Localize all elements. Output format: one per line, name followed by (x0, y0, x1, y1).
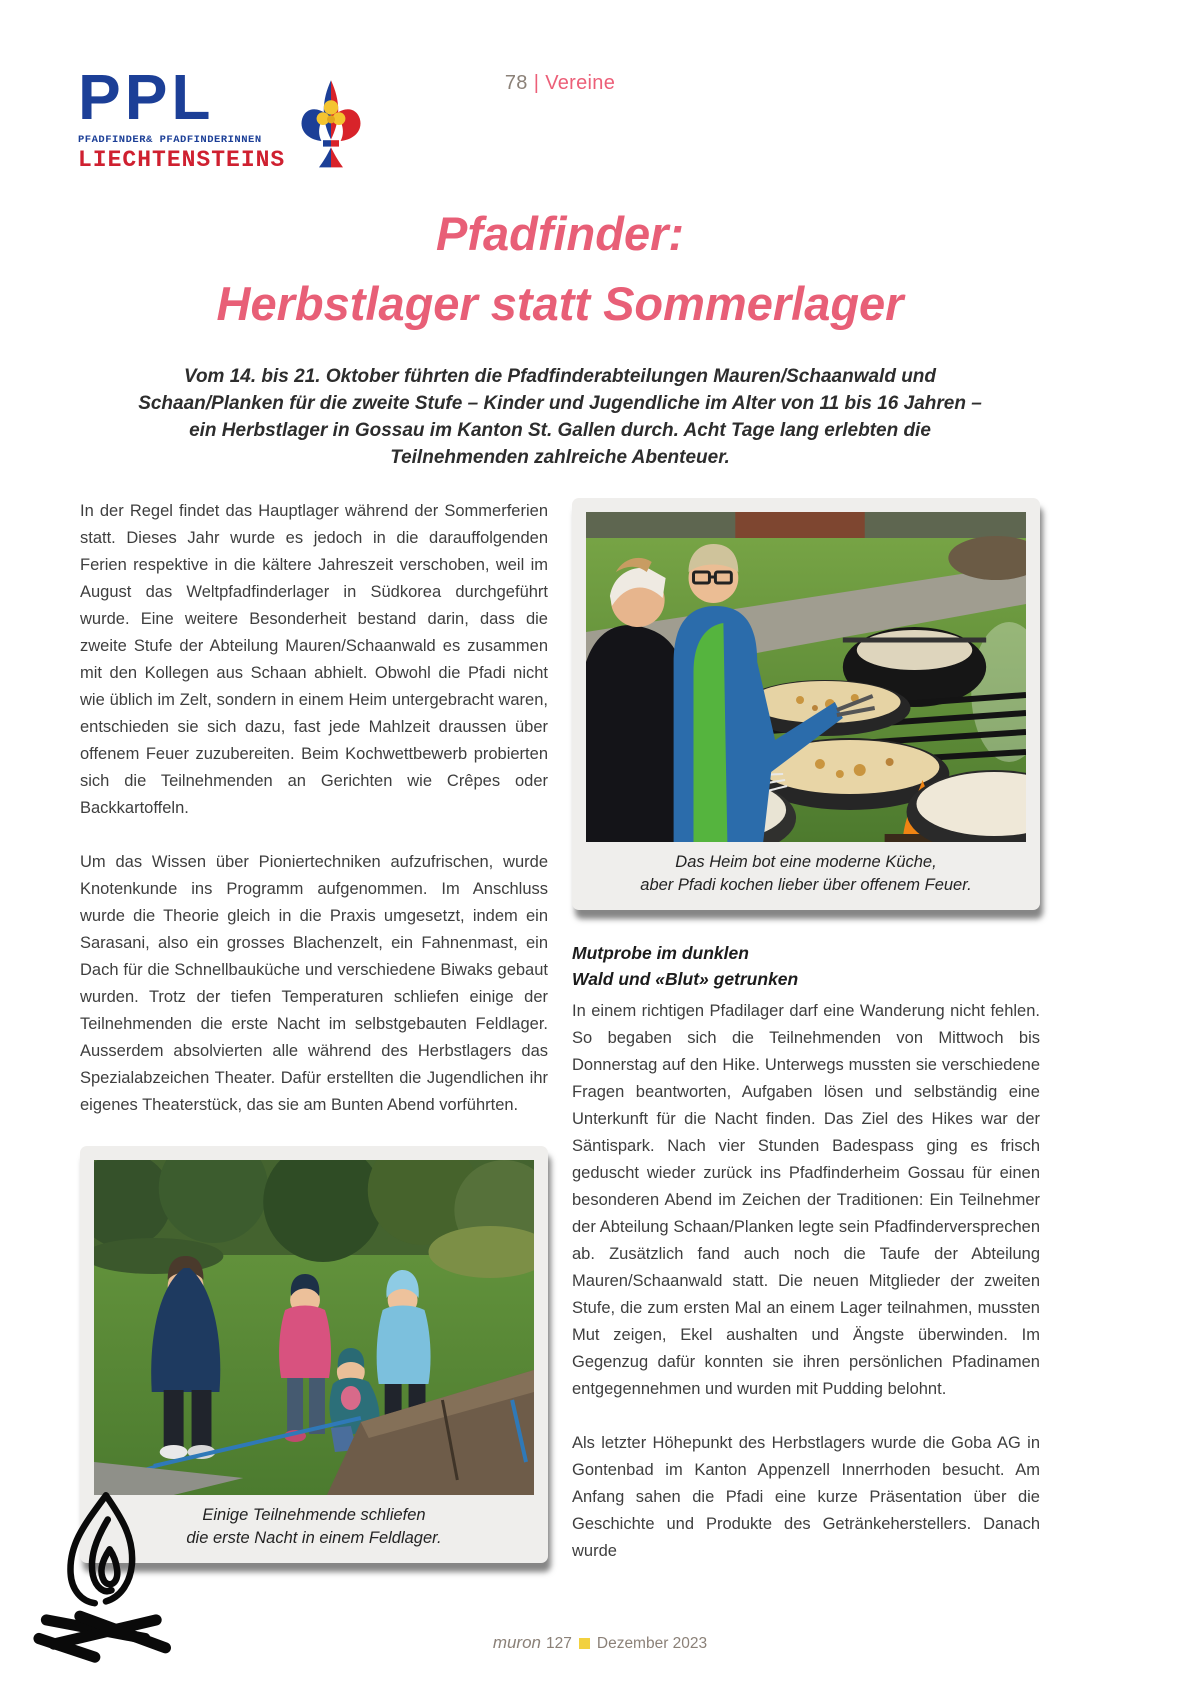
ppl-logo-country: LIECHTENSTEINS (78, 147, 286, 173)
magazine-name: muron (492, 1633, 541, 1652)
issue-number: 127 (546, 1635, 572, 1652)
photo-caption: Einige Teilnehmende schliefen die erste Nacht in einem Feldlager. (186, 1506, 442, 1547)
footer-bullet (579, 1638, 590, 1649)
photo-caption: Das Heim bot eine moderne Küche, aber Pfadi kochen lieber über offenem Feuer. (640, 853, 972, 894)
body-paragraph: In einem richtigen Pfadilager darf eine Wanderung nicht fehlen. So begaben sich die Teilnehmenden von Mittwoch bis Donnerstag auf den Hike. Unterwegs mussten sie verschiedene Fragen beantworten, Aufgaben lösen und selbständig eine Unterkunft für die Nacht finden. Das Ziel des Hikes war der Säntispark. Nach vier Stunden Badespass ging es frisch geduscht wieder zurück ins Pfadfinderheim Gossau für einen besonderen Abend im Zeichen der Traditionen: Ein Teilnehmer der Abteilung Schaan/Planken legte sein Pfadfinderversprechen ab. Zusätzlich fand auch noch die Taufe der Abteilung Mauren/Schaanwald statt. Die neuen Mitglieder der zweiten Stufe, die zum ersten Mal an einem Lager teilnahmen, mussten Mut zeigen, Ekel aushalten und Ängste überwinden. Im Gegenzug dafür konnten sie ihren persönlichen Pfadinamen entgegennehmen und wurden mit Pudding belohnt. (572, 1002, 1040, 1398)
running-head (80, 72, 1040, 95)
section-name: Vereine (545, 72, 616, 94)
cooking-over-fire-illustration (586, 512, 1026, 842)
campfire-icon (26, 1482, 184, 1664)
article-columns (80, 498, 1040, 1592)
footer-date: Dezember 2023 (596, 1635, 708, 1652)
subheading: Mutprobe im dunklen Wald und «Blut» getrunken (572, 943, 799, 989)
article-title-line2: Herbstlager statt Sommerlager (216, 277, 904, 331)
body-paragraph: In der Regel findet das Hauptlager während der Sommerferien statt. Dieses Jahr wurde es jedoch in die darauffolgenden Ferien respektive in die kältere Jahreszeit verschoben, weil im August das Weltpfadfinderlager in Südkorea durchgeführt wurde. Eine weitere Besonderheit bestand darin, dass die zweite Stufe der Abteilung Mauren/Schaanwald es zusammen mit den Kollegen aus Schaan abhielt. Obwohl die Pfadi nicht wie üblich im Zelt, sondern in einem Heim untergebracht waren, entschieden sie sich dazu, fast jede Mahlzeit draussen über offenem Feuer zuzubereiten. Beim Kochwettbewerb probierten sich die Teilnehmenden an Gerichten wie Crêpes oder Backkartoffeln. (80, 502, 548, 817)
body-paragraph: Um das Wissen über Pioniertechniken aufzufrischen, wurde Knotenkunde ins Programm aufgenommen. Im Anschluss wurde die Theorie gleich in die Praxis umgesetzt, indem ein Sarasani, also ein grosses Blachenzelt, ein Fahnenmast, ein Dach für die Schnellbauküche und verschiedene Biwaks gebaut wurden. Trotz der tiefen Temperaturen schliefen einige der Teilnehmenden die erste Nacht im selbstgebauten Feldlager. Ausserdem absolvierten alle während des Herbstlagers das Spezialabzeichen Theater. Dafür erstellten die Jugendlichen ihr eigenes Theaterstück, das sie am Bunten Abend vorführten. (80, 853, 548, 1114)
photo-kochen (586, 512, 1026, 842)
article-lead: Vom 14. bis 21. Oktober führten die Pfadfinderabteilungen Mauren/Schaanwald und Schaan/Planken für die zweite Stufe – Kinder und Jugendliche im Alter von 11 bis 16 Jahren – ein Herbstlager in Gossau im Kanton St. Gallen durch. Acht Tage lang erlebten die Teilnehmenden zahlreiche Abenteuer. (138, 366, 982, 468)
ppl-logo-acronym: PPL (78, 61, 215, 133)
article-title (80, 199, 1040, 339)
article-title-line1: Pfadfinder: (435, 207, 685, 261)
header-separator: | (533, 72, 540, 94)
right-column (572, 498, 1040, 1592)
left-column (80, 498, 548, 1592)
scouts-meadow-illustration (94, 1160, 534, 1495)
page-number: 78 (504, 72, 528, 94)
photo-card-kochen (572, 498, 1040, 910)
photo-feldlager (94, 1160, 534, 1495)
body-paragraph: Als letzter Höhepunkt des Herbstlagers wurde die Goba AG in Gontenbad im Kanton Appenzell Innerrhoden besucht. Am Anfang sahen die Pfadi eine kurze Präsentation über die Geschichte und Produkte des Getränkeherstellers. Danach wurde (572, 1434, 1040, 1560)
ppl-logo-subtitle: PFADFINDER& PFADFINDERINNEN (78, 134, 262, 146)
